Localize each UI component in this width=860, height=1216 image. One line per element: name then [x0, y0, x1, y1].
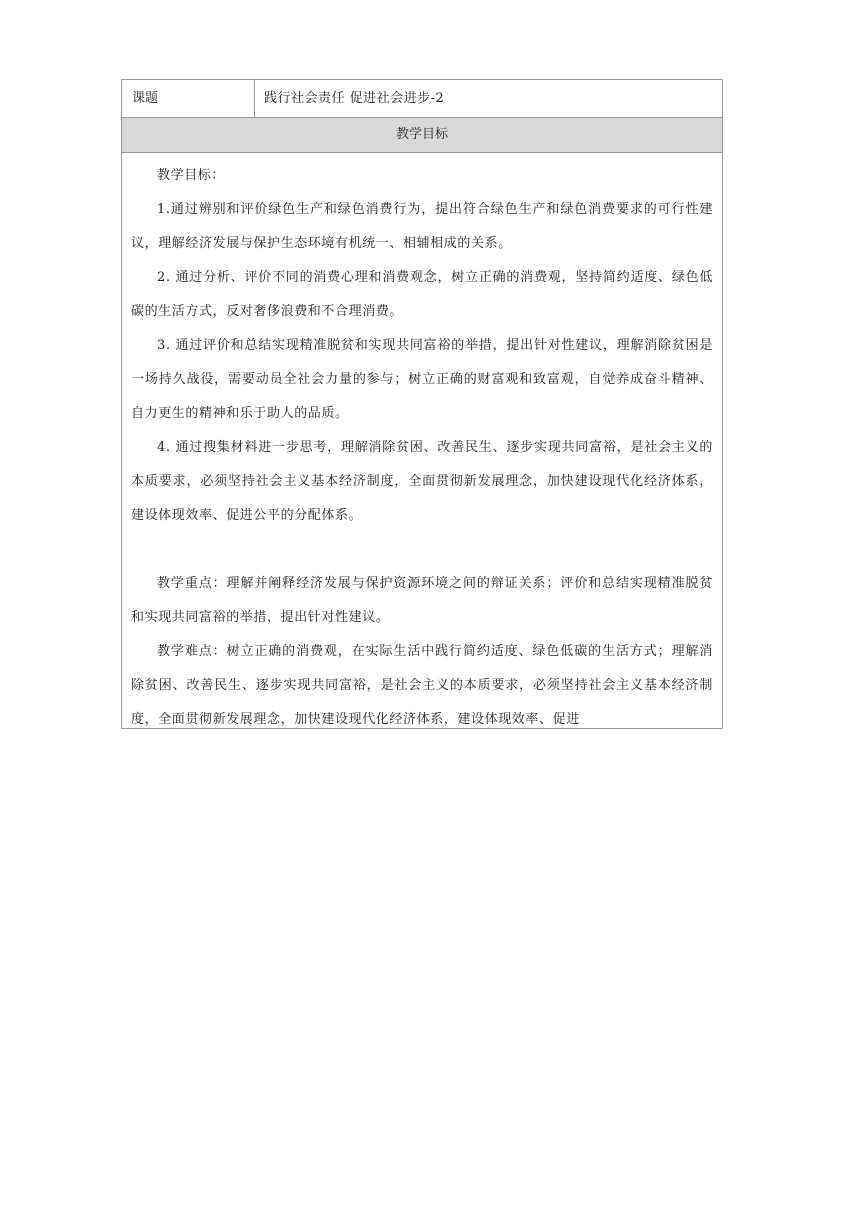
- objective-item: 2. 通过分析、评价不同的消费心理和消费观念，树立正确的消费观，坚持简约适度、绿色低碳的生活方式，反对奢侈浪费和不合理消费。: [131, 270, 713, 319]
- key-points: 教学重点：理解并阐释经济发展与保护资源环境之间的辩证关系；评价和总结实现精准脱贫和实现共同富裕的举措，提出针对性建议。: [131, 576, 713, 625]
- blank-line: [131, 533, 713, 567]
- topic-row: [122, 80, 722, 118]
- topic-label: 课题: [122, 80, 255, 117]
- section-header: 教学目标: [122, 118, 722, 153]
- topic-value: 践行社会责任 促进社会进步-2: [264, 91, 445, 106]
- objective-item: 3. 通过评价和总结实现精准脱贫和实现共同富裕的举措，提出针对性建议，理解消除贫困是一场持久战役，需要动员全社会力量的参与；树立正确的财富观和致富观，自觉养成奋斗精神、 自力更生的精神和乐于助人的品质。: [131, 338, 713, 421]
- objective-item: 1.通过辨别和评价绿色生产和绿色消费行为，提出符合绿色生产和绿色消费要求的可行性建议，理解经济发展与保护生态环境有机统一、相辅相成的关系。: [131, 202, 713, 251]
- objectives-content: [122, 153, 722, 728]
- objectives-heading: 教学目标：: [157, 168, 226, 183]
- objective-item: 4. 通过搜集材料进一步思考，理解消除贫困、改善民生、逐步实现共同富裕，是社会主义的本质要求，必须坚持社会主义基本经济制度，全面贯彻新发展理念，加快建设现代化经济体系，建设体现效率、促进公平的分配体系。: [131, 440, 713, 523]
- difficulties: 教学难点：树立正确的消费观，在实际生活中践行简约适度、绿色低碳的生活方式；理解消除贫困、改善民生、逐步实现共同富裕，是社会主义的本质要求，必须坚持社会主义基本经济制度，全面贯彻新发展理念，加快建设现代化经济体系，建设体现效率、促进: [131, 644, 713, 727]
- lesson-plan-table: [121, 79, 723, 729]
